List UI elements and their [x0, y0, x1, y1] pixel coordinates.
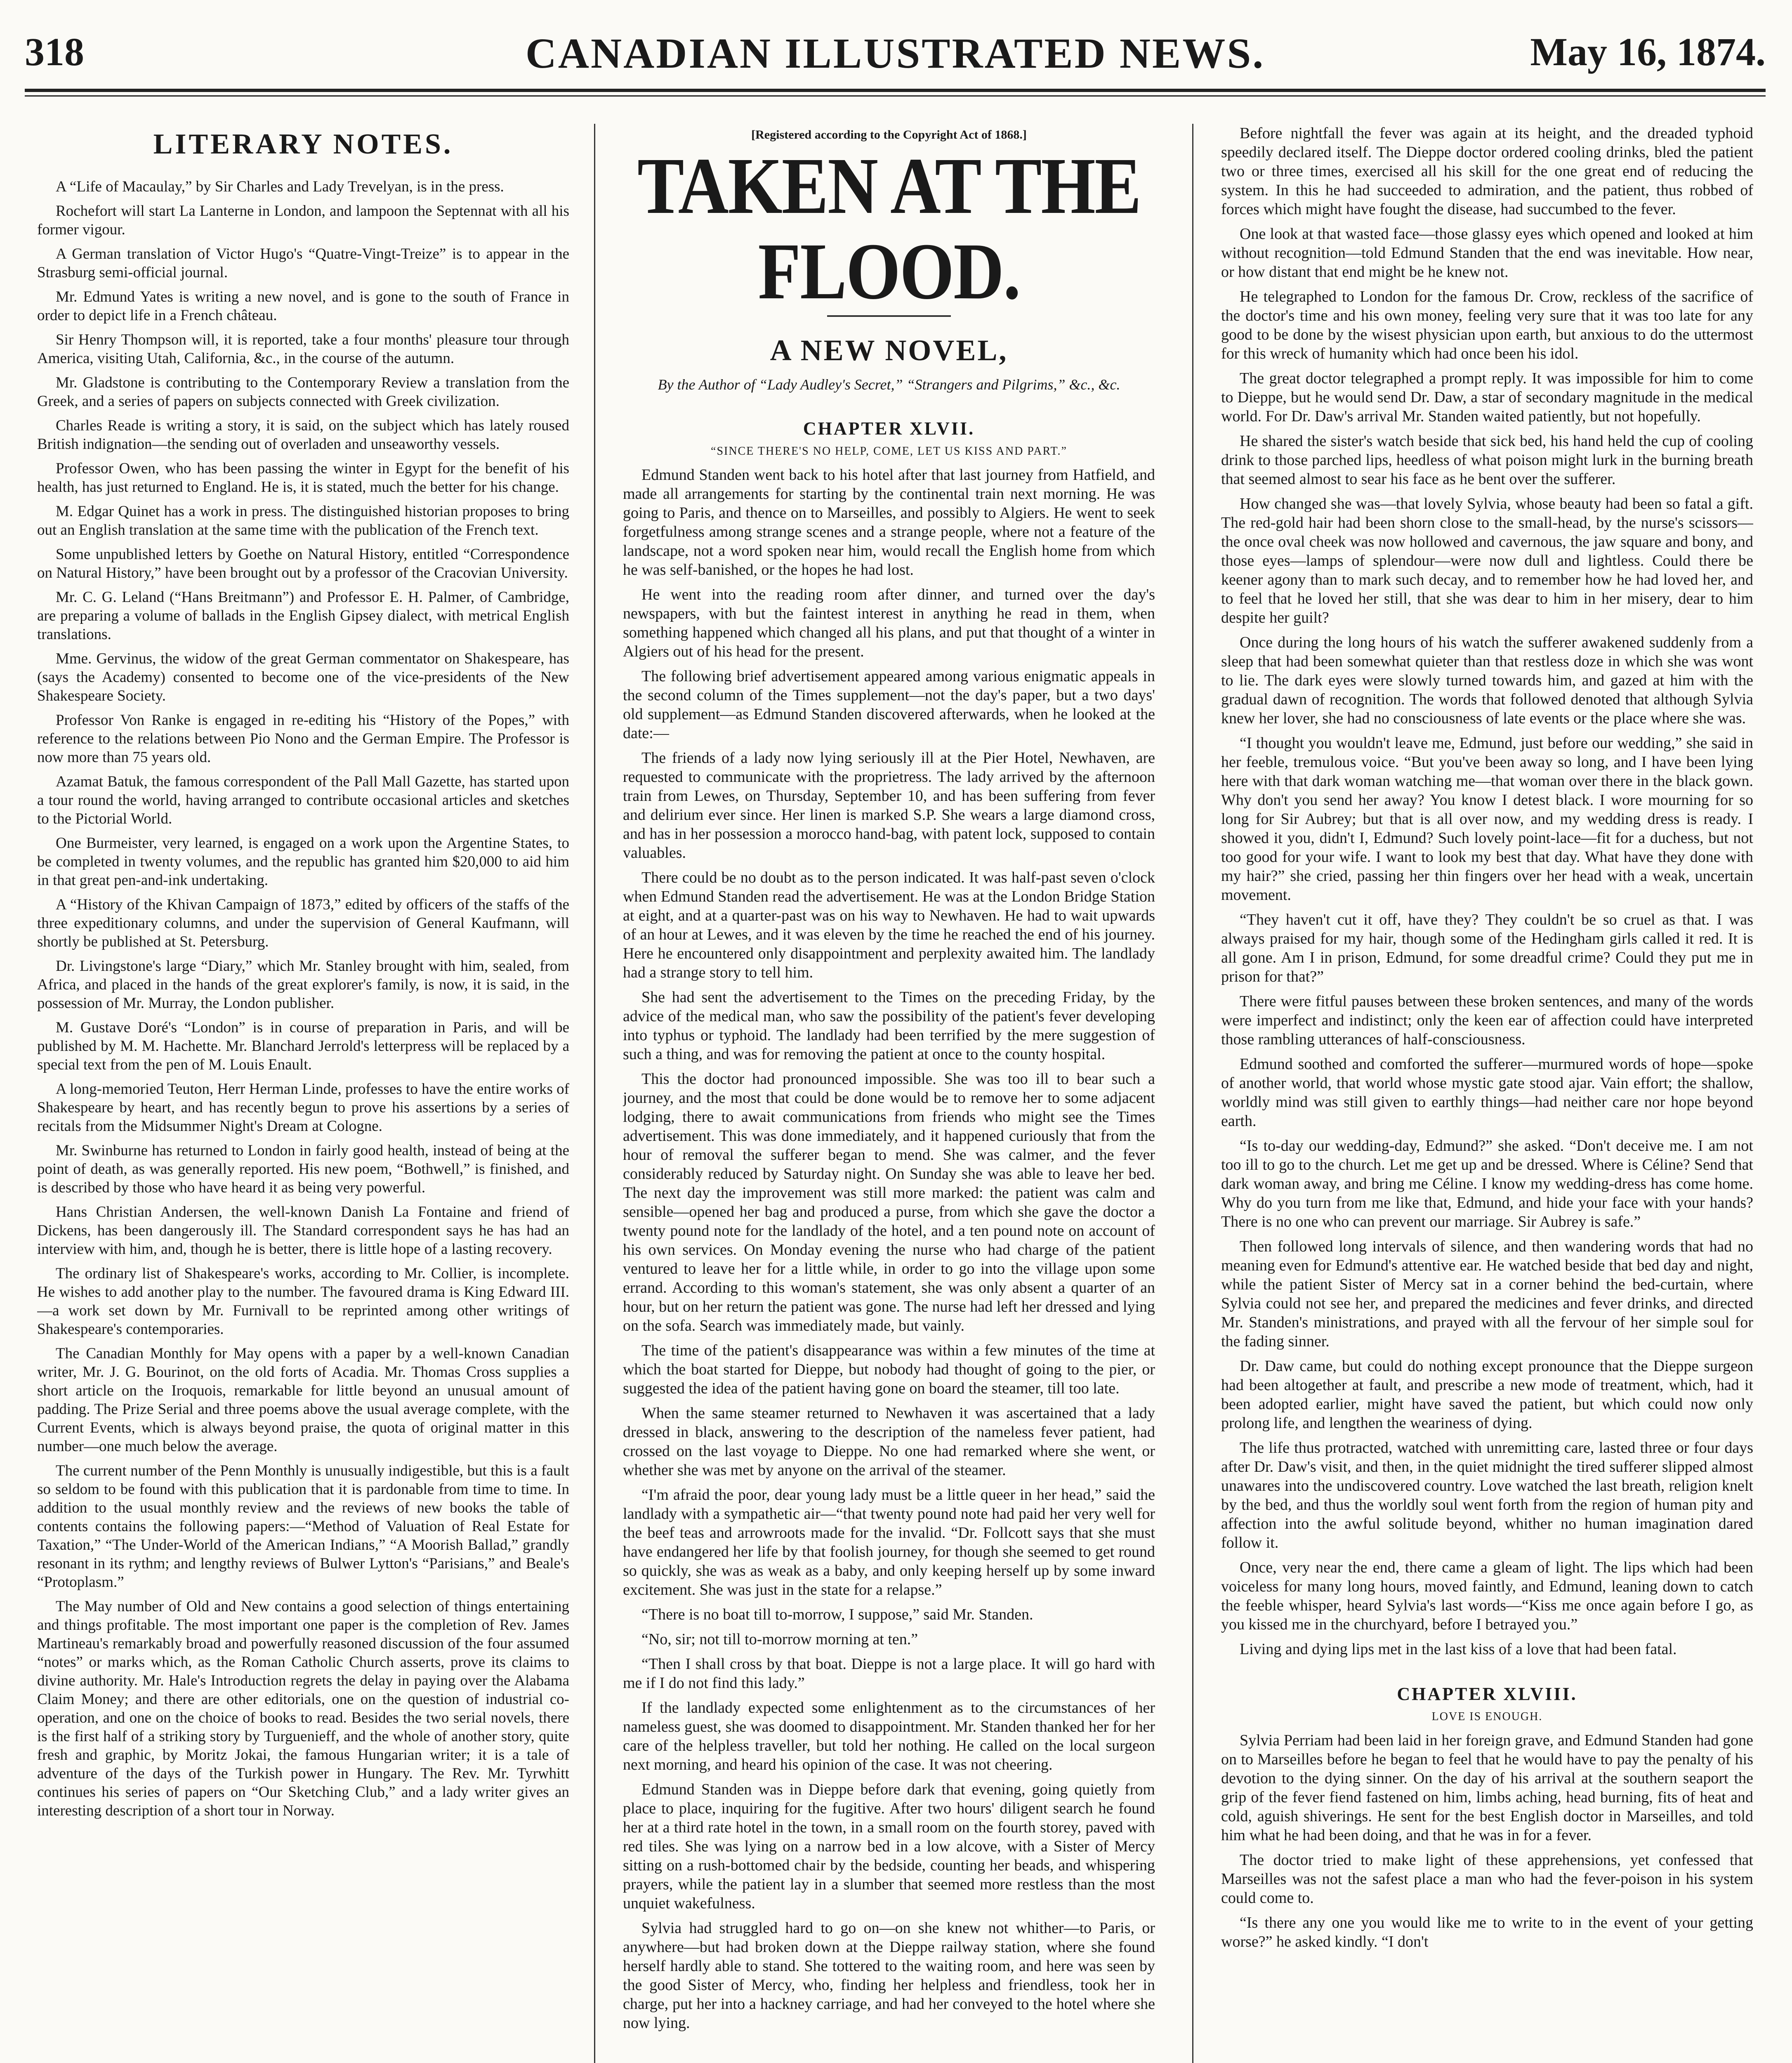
paragraph: Once during the long hours of his watch the sufferer awakened suddenly from a sleep that had been somewhat quieter than that restless doze in which she was wont to lie. The dark eyes were slowly turned towards him, and gazed at him with the gradual dawn of recognition. The words that followed denoted that although Sylvia knew her lover, she had no consciousness of late events or the place where she was. — [1221, 634, 1753, 727]
paragraph: There were fitful pauses between these broken sentences, and many of the words were imperfect and indistinct; only the keen ear of affection could have interpreted those rambling utterances of half-consciousness. — [1221, 993, 1753, 1048]
paragraph: A long-memoried Teuton, Herr Herman Linde, professes to have the entire works of Shakespeare by heart, and has recently begun to prove his assertions by a series of recitals from the Midsummer Night's Dream at Cologne. — [37, 1081, 569, 1135]
paragraph: “Is there any one you would like me to write to in the event of your getting worse?” he asked kindly. “I don't — [1221, 1914, 1753, 1950]
paragraph: Dr. Daw came, but could do nothing except pronounce that the Dieppe surgeon had been altogether at fault, and prescribe a new mode of treatment, which, had it been adopted earlier, might have saved the patient, but which could now only prolong life, and lengthen the weariness of dying. — [1221, 1357, 1753, 1432]
chapter-47-epigraph: “SINCE THERE'S NO HELP, COME, LET US KISS AND PART.” — [711, 445, 1067, 458]
paragraph: This the doctor had pronounced impossible. She was too ill to bear such a journey, and the most that could be done would be to remove her to some adjacent lodging, there to await communications from friends who might see the Times advertisement. This was done immediately, and it happened curiously that from the hour of removal the sufferer began to mend. She was calmer, and the fever considerably reduced by Saturday night. On Sunday she was able to leave her bed. The next day the improvement was still more marked: the patient was calm and sensible—opened her bag and produced a purse, from which she gave the doctor a twenty pound note for the landlady of the hotel, and a ten pound note on account of his own services. On Monday evening the nurse who had charge of the patient ventured to leave her for a little while, in order to go into the village upon some errand. According to this woman's statement, she was only absent a quarter of an hour, but on her return the patient was gone. The nurse had left her dressed and lying on the sofa. Search was immediately made, but vainly. — [623, 1070, 1155, 1334]
serial-column — [623, 124, 1155, 2063]
page-number: 318 — [25, 30, 84, 74]
paragraph: M. Gustave Doré's “London” is in course of preparation in Paris, and will be published by M. M. Hachette. Mr. Blanchard Jerrold's letterpress will be replaced by a special text from the pen of M. Louis Enault. — [37, 1019, 569, 1073]
chapter-48-body — [1221, 1731, 1753, 1951]
paragraph: Sylvia Perriam had been laid in her foreign grave, and Edmund Standen had gone on to Marseilles before he began to feel that he would have to pay the penalty of his devotion to the dying sinner. On the day of his arrival at the southern seaport the grip of the fever fiend fastened on him, limbs aching, head burning, fits of heat and cold, aguish shiverings. He sent for the best English doctor in Marseilles, and told him what he had been doing, and that he was in for a fever. — [1221, 1732, 1753, 1844]
masthead — [25, 17, 1766, 103]
paragraph: Mr. Gladstone is contributing to the Contemporary Review a translation from the Greek, and a series of papers on subjects connected with Greek civilization. — [37, 374, 569, 410]
paragraph: Professor Owen, who has been passing the winter in Egypt for the benefit of his health, has just returned to England. He is, it is stated, much the better for his change. — [37, 460, 569, 496]
chapter-47-body — [623, 465, 1155, 2032]
paragraph: Then followed long intervals of silence, and then wandering words that had no meaning even for Edmund's attentive ear. He watched beside that bed day and night, while the patient Sister of Mercy sat in a corner behind the bed-curtain, where Sylvia could not see her, and prepared the medicines and fever drinks, and directed Mr. Standen's ministrations, and prayed with all the fervour of her simple soul for the fading sinner. — [1221, 1238, 1753, 1350]
paragraph: The life thus protracted, watched with unremitting care, lasted three or four days after Dr. Daw's visit, and then, in the quiet midnight the tired sufferer slipped almost unawares into the undiscovered country. Love watched the last breath, religion knelt by the bed, and thus the worldly soul went forth from the region of human pity and affection into the awful solitude beyond, whither no human imagination dared follow it. — [1221, 1439, 1753, 1551]
paragraph: M. Edgar Quinet has a work in press. The distinguished historian proposes to bring out an English translation at the same time with the publication of the French text. — [37, 503, 569, 538]
paragraph: Hans Christian Andersen, the well-known Danish La Fontaine and friend of Dickens, has been dangerously ill. The Standard correspondent says he has had an interview with him, and, though he is better, there is little hope of a lasting recovery. — [37, 1204, 569, 1258]
paragraph: The current number of the Penn Monthly is unusually indigestible, but this is a fault so seldom to be found with this publication that it is pardonable from time to time. In addition to the usual monthly review and the reviews of new books the table of contents contains the following papers:—“Method of Valuation of Real Estate for Taxation,” “The Under-World of the American Indians,” “A Moorish Ballad,” grandly resonant in its rythm; and lengthy reviews of Bulwer Lytton's “Parisians,” and Beale's “Protoplasm.” — [37, 1462, 569, 1591]
paragraph: “I thought you wouldn't leave me, Edmund, just before our wedding,” she said in her feeble, tremulous voice. “But you've been away so long, and I have been lying here with that dark woman watching me—that woman over there in the black gown. Why don't you send her away? You know I detest black. I wore mourning for so long for Sir Aubrey; but that is all over now, and my wedding dress is ready. I showed it you, didn't I, Edmund? Such lovely point-lace—fit for a duchess, but not too good for your wife. I want to look my best that day. What have they done with my hair?” she cried, passing her thin fingers over her head with a weak, uncertain movement. — [1221, 734, 1753, 904]
copyright-note: [Registered according to the Copyright Act of 1868.] — [751, 128, 1027, 142]
paragraph: “There is no boat till to-morrow, I suppose,” said Mr. Standen. — [641, 1606, 1033, 1623]
paragraph: A German translation of Victor Hugo's “Quatre-Vingt-Treize” is to appear in the Strasburg semi-official journal. — [37, 245, 569, 281]
paragraph: “No, sir; not till to-morrow morning at ten.” — [641, 1631, 918, 1648]
paragraph: Mr. Swinburne has returned to London in fairly good health, instead of being at the point of death, as was generally reported. His new poem, “Bothwell,” is finished, and is described by those who have heard it as being very powerful. — [37, 1142, 569, 1196]
paragraph: The great doctor telegraphed a prompt reply. It was impossible for him to come to Dieppe, but he would send Dr. Daw, a star of secondary magnitude in the medical world. For Dr. Daw's arrival Mr. Standen waited patiently, but not hopefully. — [1221, 370, 1753, 425]
paragraph: The friends of a lady now lying seriously ill at the Pier Hotel, Newhaven, are requested to communicate with the proprietress. The lady arrived by the afternoon train from Lewes, on Thursday, September 10, and has been suffering from fever and delirium ever since. Her linen is marked S.P. She wears a large diamond cross, and has in her possession a morocco hand-bag, with patent lock, supposed to contain valuables. — [623, 749, 1155, 862]
paragraph: The following brief advertisement appeared among various enigmatic appeals in the second column of the Times supplement—not the day's paper, but a two days' old supplement—as Edmund Standen discovered afterwards, when he looked at the date:— — [623, 668, 1155, 742]
paragraph: She had sent the advertisement to the Times on the preceding Friday, by the advice of the medical man, who saw the possibility of the patient's fever developing into typhus or typhoid. The landlady had been terrified by the mere suggestion of such a thing, and was for removing the patient at once to the county hospital. — [623, 989, 1155, 1063]
chapter-48-heading: CHAPTER XLVIII. — [1397, 1684, 1577, 1704]
paragraph: Edmund Standen was in Dieppe before dark that evening, going quietly from place to place, inquiring for the fugitive. After two hours' diligent search he found her at a third rate hotel in the town, in a small room on the fourth storey, paved with red tiles. She was lying on a narrow bed in a low alcove, with a Sister of Mercy sitting on a rush-bottomed chair by the bedside, counting her beads, and whispering prayers, while the patient lay in a slumber that seemed more restless than the most unquiet wakefulness. — [623, 1781, 1155, 1912]
serial-title: TAKEN AT THE FLOOD. — [637, 141, 1141, 316]
paragraph: Mr. C. G. Leland (“Hans Breitmann”) and Professor E. H. Palmer, of Cambridge, are preparing a volume of ballads in the English Gipsey dialect, with metrical English translations. — [37, 589, 569, 643]
paragraph: He shared the sister's watch beside that sick bed, his hand held the cup of cooling drink to those parched lips, heedless of what poison might lurk in the burning breath that seemed almost to sear his face as he bent over the sufferer. — [1221, 432, 1753, 488]
paragraph: He went into the reading room after dinner, and turned over the day's newspapers, with but the faintest interest in anything he read in them, when something happened which changed all his plans, and put that thought of a winter in Algiers out of his head for the present. — [623, 586, 1155, 660]
paragraph: The May number of Old and New contains a good selection of things entertaining and things profitable. The most important one paper is the completion of Rev. James Martineau's remarkably broad and powerfully reasoned discussion of the four assumed “notes” or marks which, as the Roman Catholic Church asserts, prove its claims to divine authority. Mr. Hale's Introduction regrets the delay in paying over the Alabama Claim Money; and there are other editorials, one on the question of industrial co-operation, and one on the choice of books to read. Besides the two serial novels, there is the first half of a striking story by Turguenieff, and the whole of another story, quite fresh and graphic, by Moritz Jokai, the famous Hungarian writer; it is a tale of adventure of the days of the Turkish power in Hungary. The Rev. Mr. Tyrwhitt continues his series of papers on “Our Sketching Club,” and a lady writer gives an interesting description of a short tour in Norway. — [37, 1598, 569, 1819]
paragraph: A “History of the Khivan Campaign of 1873,” edited by officers of the staffs of the three expeditionary columns, and under the supervision of General Kaufmann, will shortly be published at St. Petersburg. — [37, 896, 569, 950]
paragraph: Some unpublished letters by Goethe on Natural History, entitled “Correspondence on Natural History,” have been brought out by a professor of the Cracovian University. — [37, 546, 569, 581]
paragraph: The doctor tried to make light of these apprehensions, yet confessed that Marseilles was not the safest place a man who had the fever-poison in his system could come to. — [1221, 1851, 1753, 1907]
chapter-48-epigraph: LOVE IS ENOUGH. — [1431, 1710, 1543, 1723]
paragraph: Rochefort will start La Lanterne in London, and lampoon the Septennat with all his former vigour. — [37, 203, 569, 238]
literary-notes-column — [37, 124, 569, 2063]
paragraph: Edmund soothed and comforted the sufferer—murmured words of hope—spoke of another world, that world whose mystic gate stood ajar. Vain effort; the shallow, worldly mind was still given to earthly things—had neither care nor hope beyond earth. — [1221, 1055, 1753, 1130]
paragraph: Professor Von Ranke is engaged in re-editing his “History of the Popes,” with reference to the relations between Pio Nono and the German Empire. The Professor is now more than 75 years old. — [37, 712, 569, 766]
paragraph: The Canadian Monthly for May opens with a paper by a well-known Canadian writer, Mr. J. G. Bourinot, on the old forts of Acadia. Mr. Thomas Cross supplies a short article on the Iroquois, remarkable for little beyond an unusual amount of padding. The Prize Serial and three poems above the usual average complete, with the Current Events, which is always beyond praise, the quota of original matter in this number—one much below the average. — [37, 1345, 569, 1455]
issue-date: May 16, 1874. — [1530, 30, 1766, 74]
paragraph: There could be no doubt as to the person indicated. It was half-past seven o'clock when Edmund Standen read the advertisement. He was at the London Bridge Station at eight, and at a quarter-past was on his way to Newhaven. He had to wait upwards of an hour at Lewes, and it was eleven by the time he reached the end of his journey. Here he encountered only disappointment and perplexity awaited him. The landlady had a strange story to tell him. — [623, 869, 1155, 981]
literary-notes-heading: LITERARY NOTES. — [153, 128, 453, 160]
paragraph: Sylvia had struggled hard to go on—on she knew not whither—to Paris, or anywhere—but had broken down at the Dieppe railway station, where she found herself hardly able to stand. She tottered to the waiting room, and here was seen by the good Sister of Mercy, who, finding her helpless and friendless, took her in charge, put her into a hackney carriage, and had her conveyed to the hotel where she now lying. — [623, 1919, 1155, 2032]
chapter-47-continuation — [1221, 124, 1753, 1659]
paragraph: Once, very near the end, there came a gleam of light. The lips which had been voiceless for many long hours, moved faintly, and Edmund, leaning down to catch the feeble whisper, heard Sylvia's last words—“Kiss me once again before I go, as you kissed me in the churchyard, before I betrayed you.” — [1221, 1559, 1753, 1633]
paragraph: Edmund Standen went back to his hotel after that last journey from Hatfield, and made all arrangements for starting by the continental train next morning. He was going to Paris, and thence on to Marseilles, and possibly to Algiers. He went to seek forgetfulness among strange scenes and a strange people, where not a feature of the landscape, not a word spoken near him, would recall the English home from which he was self-banished, or the hopes he had lost. — [623, 466, 1155, 578]
paragraph: Charles Reade is writing a story, it is said, on the subject which has lately roused British indignation—the sending out of overladen and unseaworthy vessels. — [37, 417, 569, 453]
paragraph: If the landlady expected some enlightenment as to the circumstances of her nameless guest, she was doomed to disappointment. Mr. Standen thanked her for her care of the helpless traveller, but told her nothing. He called on the local surgeon next morning, and heard his opinion of the case. It was not cheering. — [623, 1699, 1155, 1773]
paragraph: Dr. Livingstone's large “Diary,” which Mr. Stanley brought with him, sealed, from Africa, and placed in the hands of the great explorer's family, is now, it is said, in the possession of Mr. Murray, the London publisher. — [37, 958, 569, 1012]
paragraph: He telegraphed to London for the famous Dr. Crow, reckless of the sacrifice of the doctor's time and his own money, feeling very sure that it was too late for any good to be done by the wisest physician upon earth, but anxious to do the uttermost for this wreck of humanity which had once been his idol. — [1221, 288, 1753, 362]
paragraph: Before nightfall the fever was again at its height, and the dreaded typhoid speedily declared itself. The Dieppe doctor ordered cooling drinks, bled the patient two or three times, exercised all his skill for the one great end of reducing the system. In this he had succeeded to admiration, and the patient, thus robbed of forces which might have fought the disease, had succumbed to the fever. — [1221, 125, 1753, 218]
paragraph: “Then I shall cross by that boat. Dieppe is not a large place. It will go hard with me if I do not find this lady.” — [623, 1655, 1155, 1692]
paragraph: A “Life of Macaulay,” by Sir Charles and Lady Trevelyan, is in the press. — [56, 178, 504, 195]
paragraph: Azamat Batuk, the famous correspondent of the Pall Mall Gazette, has started upon a tour round the world, having arranged to contribute occasional articles and sketches to the Pictorial World. — [37, 773, 569, 827]
paragraph: Mme. Gervinus, the widow of the great German commentator on Shakespeare, has (says the Academy) consented to become one of the vice-presidents of the New Shakespeare Society. — [37, 650, 569, 704]
paragraph: One Burmeister, very learned, is engaged on a work upon the Argentine States, to be completed in twenty volumes, and the republic has granted him $20,000 to aid him in that great pen-and-ink undertaking. — [37, 835, 569, 889]
paragraph: “I'm afraid the poor, dear young lady must be a little queer in her head,” said the landlady with a sympathetic air—“that twenty pound note had paid her very well for the beef teas and arrowroots made for the invalid. “Dr. Follcott says that she must have endangered her life by that foolish journey, for though she seemed to get round so quickly, she was as weak as a baby, and only keeping herself up by some inward excitement. She was just in the state for a relapse.” — [623, 1486, 1155, 1598]
serial-continuation-column — [1221, 124, 1753, 2063]
paragraph: “They haven't cut it off, have they? They couldn't be so cruel as that. I was always praised for my hair, though some of the Hedingham girls called it red. It is all gone. Am I in prison, Edmund, for some dreadful crime? Could they put me in prison for that?” — [1221, 911, 1753, 985]
literary-notes-body — [37, 177, 569, 1820]
chapter-47-heading: CHAPTER XLVII. — [803, 418, 975, 439]
paragraph: The time of the patient's disappearance was within a few minutes of the time at which the boat started for Dieppe, but nobody had thought of going to the pier, or suggested the idea of the patient having gone on board the steamer, till too late. — [623, 1342, 1155, 1397]
paragraph: Mr. Edmund Yates is writing a new novel, and is gone to the south of France in order to depict life in a French château. — [37, 288, 569, 324]
paragraph: Living and dying lips met in the last kiss of a love that had been fatal. — [1240, 1640, 1677, 1658]
column-divider — [594, 124, 595, 2063]
paragraph: The ordinary list of Shakespeare's works, according to Mr. Collier, is incomplete. He wishes to add another play to the number. The favoured drama is King Edward III.—a work set down by Mr. Furnivall to be reprinted among other writings of Shakespeare's contemporaries. — [37, 1265, 569, 1338]
newspaper-title: CANADIAN ILLUSTRATED NEWS. — [525, 30, 1265, 77]
paragraph: One look at that wasted face—those glassy eyes which opened and looked at him without recognition—told Edmund Standen that the end was inevitable. How near, or how distant that end might be he knew not. — [1221, 225, 1753, 281]
column-divider — [1192, 124, 1193, 2063]
masthead-rule — [25, 89, 1766, 97]
serial-subtitle: A NEW NOVEL, — [770, 334, 1008, 367]
paragraph: When the same steamer returned to Newhaven it was ascertained that a lady dressed in black, answering to the description of the nameless fever patient, had crossed on the last voyage to Dieppe. No one had remarked where she went, or whether she was met by anyone on the arrival of the steamer. — [623, 1404, 1155, 1479]
paragraph: Sir Henry Thompson will, it is reported, take a four months' pleasure tour through America, visiting Utah, California, &c., in the course of the autumn. — [37, 331, 569, 367]
paragraph: How changed she was—that lovely Sylvia, whose beauty had been so fatal a gift. The red-gold hair had been shorn close to the small-head, by the nurse's scissors—the once oval cheek was now hollowed and cavernous, the jaw square and bony, and those eyes—lamps of splendour—were now dull and lightless. Could there be keener agony than to mark such decay, and to remember how he had loved her, and to feel that he loved her still, that she was dear to him in her misery, dear to him despite her guilt? — [1221, 495, 1753, 626]
serial-byline: By the Author of “Lady Audley's Secret,” “Strangers and Pilgrims,” &c., &c. — [658, 376, 1120, 393]
paragraph: “Is to-day our wedding-day, Edmund?” she asked. “Don't deceive me. I am not too ill to go to the church. Let me get up and be dressed. Where is Céline? Send that dark woman away, and bring me Céline. I know my wedding-dress has come home. Why do you turn from me like that, Edmund, and hide your face with your hands? There is no one who can prevent our marriage. Sir Aubrey is safe.” — [1221, 1137, 1753, 1230]
